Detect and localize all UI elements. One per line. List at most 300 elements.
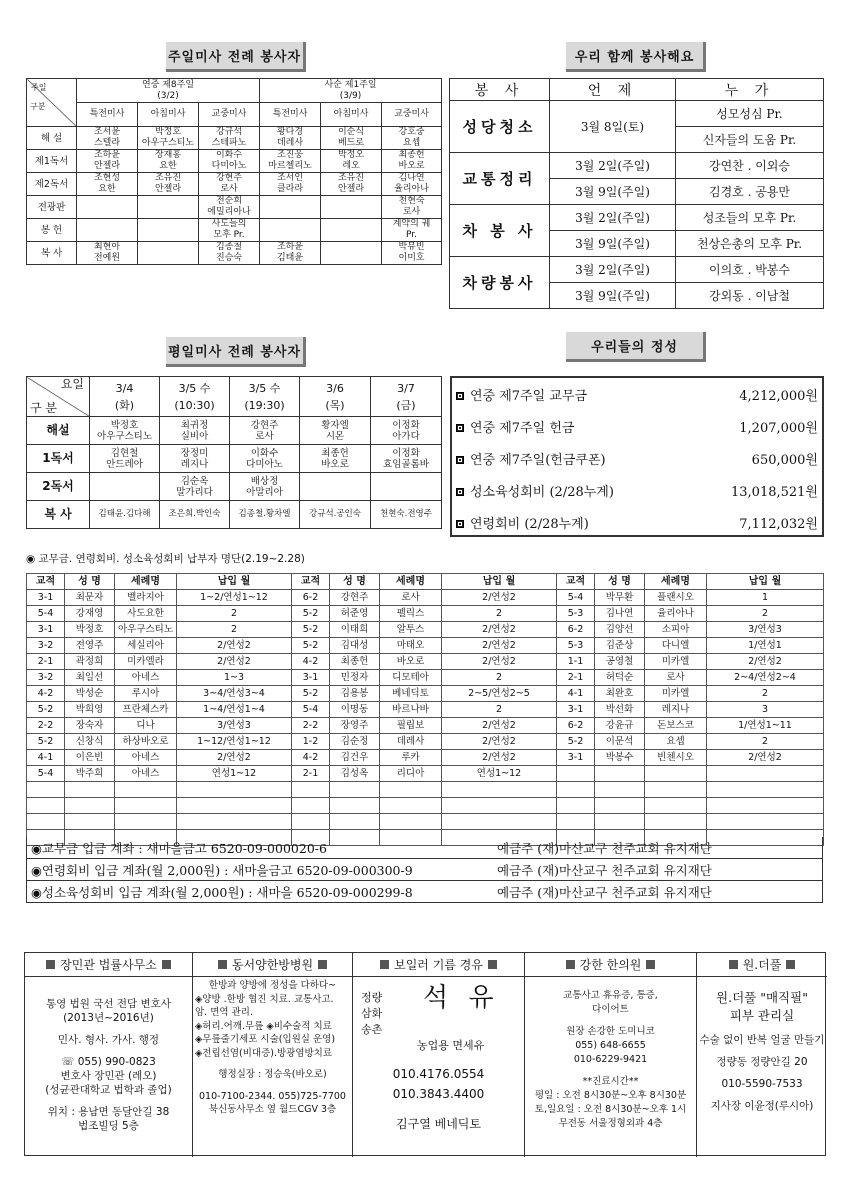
ad-line bbox=[27, 1097, 190, 1105]
payers-cell: 1 bbox=[707, 590, 824, 606]
payers-cell: 2/연성2 bbox=[442, 590, 557, 606]
ad-line: 010.3843.4400 bbox=[392, 1087, 485, 1101]
payers-cell: 4-2 bbox=[27, 686, 65, 702]
payers-cell: 리디아 bbox=[380, 766, 442, 782]
table-row bbox=[27, 686, 824, 702]
payers-cell: 5-2 bbox=[292, 638, 330, 654]
sunday-cell bbox=[77, 196, 138, 219]
ad-line: 010.4176.0554 bbox=[392, 1067, 485, 1081]
ad-line: 토,일요일 : 오전 8시30분~오후 1시 bbox=[534, 1104, 687, 1115]
weekday-day: (목) bbox=[325, 398, 345, 412]
payers-cell: 박봉수 bbox=[595, 750, 645, 766]
payers-cell bbox=[442, 798, 557, 814]
sunday-cell: 조하윤 김태윤 bbox=[260, 242, 321, 265]
payers-cell: 2-1 bbox=[557, 670, 595, 686]
payers-cell: 1-2 bbox=[292, 734, 330, 750]
weekday-cell: 김현철 안드레아 bbox=[90, 445, 160, 473]
payers-cell: 1/연성1~11 bbox=[707, 718, 824, 734]
payers-cell: 2 bbox=[707, 686, 824, 702]
weekday-day-header bbox=[230, 377, 300, 417]
ad-line: 송촌 bbox=[361, 1023, 383, 1036]
ad-line: 평일 : 오전 8시30분~오후 8시30분 bbox=[534, 1090, 687, 1101]
payers-header: 납입 월 bbox=[707, 574, 824, 590]
payers-cell bbox=[27, 814, 65, 830]
payers-cell bbox=[115, 798, 177, 814]
sunday-cell bbox=[138, 219, 199, 242]
together-service-name: 성당청소 bbox=[450, 101, 550, 153]
account-line bbox=[26, 859, 823, 881]
offering-item bbox=[452, 410, 822, 442]
sunday-cell: 최현아 전예원 bbox=[77, 242, 138, 265]
sunday-corner bbox=[27, 79, 77, 127]
ad-box bbox=[697, 953, 827, 1157]
table-row bbox=[27, 734, 824, 750]
sunday-cell: 조서윤 스텔라 bbox=[77, 127, 138, 150]
ad-line bbox=[195, 1082, 350, 1090]
account-line bbox=[26, 837, 823, 859]
sunday-mass-header: 교중미사 bbox=[199, 103, 260, 127]
sunday-cell: 이화수 다미아노 bbox=[199, 150, 260, 173]
square-icon bbox=[218, 960, 227, 969]
ad-line: ◈전립선염(비대증).방광염방치료 bbox=[195, 1047, 333, 1059]
sunday-cell: 사도들의 모후 Pr. bbox=[199, 219, 260, 242]
payers-cell: 2/연성2 bbox=[442, 718, 557, 734]
payers-cell: 베네딕토 bbox=[380, 686, 442, 702]
payers-header: 세례명 bbox=[115, 574, 177, 590]
sunday-group-1: 연중 제8주일 (3/2) bbox=[77, 79, 260, 103]
payers-cell: 2 bbox=[177, 622, 292, 638]
ad-title-bar bbox=[525, 953, 696, 977]
payers-cell: 박선화 bbox=[595, 702, 645, 718]
payers-cell: 김대성 bbox=[330, 638, 380, 654]
payers-cell: 데레사 bbox=[380, 734, 442, 750]
ad-title: 강한 한의원 bbox=[579, 958, 642, 972]
ad-line: 위치 : 용남면 동달안길 38 bbox=[47, 1106, 170, 1118]
payers-cell: 3-1 bbox=[557, 702, 595, 718]
payers-cell: 장숙자 bbox=[65, 718, 115, 734]
ad-title: 원.더풀 bbox=[742, 958, 782, 972]
sunday-mass-row bbox=[27, 103, 442, 127]
payers-cell: 세실리아 bbox=[115, 638, 177, 654]
payers-cell bbox=[65, 814, 115, 830]
ad-line: ◈허리.어깨.무릎 ◈비수술적 치료 bbox=[195, 1020, 332, 1032]
weekday-cell: 배상정 아말리아 bbox=[230, 473, 300, 501]
payers-cell: 6-2 bbox=[292, 590, 330, 606]
payers-cell: 4-2 bbox=[292, 750, 330, 766]
payers-cell: 박희영 bbox=[65, 702, 115, 718]
payers-cell: 마태오 bbox=[380, 638, 442, 654]
sunday-row bbox=[27, 242, 442, 265]
ad-title: 장민관 법률사무소 bbox=[60, 958, 157, 972]
sunday-cell bbox=[321, 242, 382, 265]
payers-cell: 5-2 bbox=[292, 622, 330, 638]
sunday-title: 주일미사 전례 봉사자 bbox=[166, 42, 306, 72]
payers-cell: 레지나 bbox=[645, 702, 707, 718]
together-when: 3월 2일(주일) bbox=[550, 153, 676, 179]
weekday-cell: 김종철.황차엘 bbox=[230, 501, 300, 529]
payers-cell: 강현주 bbox=[330, 590, 380, 606]
ad-line: 지사장 이윤정(루시아) bbox=[710, 1100, 814, 1112]
payers-cell: 6-2 bbox=[557, 622, 595, 638]
sunday-row bbox=[27, 196, 442, 219]
sunday-mass-header: 특전미사 bbox=[77, 103, 138, 127]
ad-line: 피부 관리실 bbox=[729, 1008, 795, 1023]
together-when: 3월 9일(주일) bbox=[550, 283, 676, 309]
ads-bar bbox=[24, 952, 826, 1156]
payers-cell: 5-2 bbox=[557, 734, 595, 750]
payers-header: 교적 bbox=[557, 574, 595, 590]
ad-line: 석 유 bbox=[423, 983, 500, 1013]
payers-cell bbox=[707, 798, 824, 814]
square-icon bbox=[566, 960, 575, 969]
ad-line: 010-5590-7533 bbox=[721, 1078, 803, 1090]
ad-body bbox=[25, 977, 192, 1135]
payers-cell: 이은빈 bbox=[65, 750, 115, 766]
table-row bbox=[27, 606, 824, 622]
together-row bbox=[450, 257, 824, 283]
sunday-cell: 전순희 에밀리아나 bbox=[199, 196, 260, 219]
together-who: 김경호 . 공용만 bbox=[676, 179, 824, 205]
sunday-mass-header: 교중미사 bbox=[382, 103, 442, 127]
weekday-cell: 최종헌 바오로 bbox=[300, 445, 371, 473]
payers-cell bbox=[557, 798, 595, 814]
payers-cell: 2 bbox=[442, 606, 557, 622]
bullet-square-icon bbox=[456, 392, 464, 400]
sunday-cell bbox=[321, 196, 382, 219]
payers-header-row bbox=[27, 574, 824, 590]
ad-line bbox=[527, 1017, 694, 1025]
account-number: ◉성소육성회비 입금 계좌(월 2,000원) : 새마을 6520-09-000299-8 bbox=[31, 884, 413, 900]
payers-cell: 2-2 bbox=[27, 718, 65, 734]
sunday-mass-header: 특전미사 bbox=[260, 103, 321, 127]
sunday-cell: 박정호 아우구스티노 bbox=[138, 127, 199, 150]
payers-cell: 다니엘 bbox=[645, 638, 707, 654]
payers-cell: 아우구스티노 bbox=[115, 622, 177, 638]
payers-cell: 필립보 bbox=[380, 718, 442, 734]
payers-cell bbox=[177, 782, 292, 798]
payers-cell bbox=[115, 782, 177, 798]
together-title: 우리 함께 봉사해요 bbox=[566, 42, 706, 72]
ad-line: 정량동 정량안길 20 bbox=[716, 1056, 808, 1068]
payers-note: ◉ 교무금. 연령회비. 성소육성회비 납부자 명단(2.19~2.28) bbox=[26, 553, 305, 565]
sunday-cell: 김나연 율리아나 bbox=[382, 173, 442, 196]
ad-line bbox=[27, 1025, 190, 1033]
payers-cell: 알투스 bbox=[380, 622, 442, 638]
payers-cell: 2 bbox=[442, 702, 557, 718]
payers-cell: 바오로 bbox=[380, 654, 442, 670]
weekday-cell: 이정화 효임골롬바 bbox=[371, 445, 442, 473]
square-icon bbox=[380, 960, 389, 969]
payers-cell bbox=[380, 814, 442, 830]
sunday-cell bbox=[138, 242, 199, 265]
payers-cell: 박정호 bbox=[65, 622, 115, 638]
ad-line: 한방과 양방에 정성을 다하다~ bbox=[208, 980, 337, 991]
payers-cell: 4-1 bbox=[27, 750, 65, 766]
payers-cell: 3-2 bbox=[27, 638, 65, 654]
payers-cell: 플랜시오 bbox=[645, 590, 707, 606]
weekday-row-label: 해설 bbox=[27, 417, 90, 445]
account-holder: 예금주 (재)마산교구 천주교회 유지재단 bbox=[497, 862, 712, 878]
offering-box bbox=[450, 376, 824, 537]
payers-cell bbox=[645, 782, 707, 798]
payers-cell bbox=[177, 814, 292, 830]
payers-cell bbox=[595, 782, 645, 798]
table-row bbox=[27, 702, 824, 718]
payers-cell: 김나연 bbox=[595, 606, 645, 622]
sunday-mass-header: 아침미사 bbox=[321, 103, 382, 127]
sunday-row bbox=[27, 219, 442, 242]
payers-cell bbox=[65, 798, 115, 814]
payers-cell: 2/연성2 bbox=[177, 638, 292, 654]
payers-cell: 디모테아 bbox=[380, 670, 442, 686]
ad-line: 변호사 장민관 (레오) bbox=[60, 1070, 157, 1082]
sunday-cell: 조진웅 마르첼리노 bbox=[260, 150, 321, 173]
ad-body bbox=[193, 977, 352, 1119]
payers-cell: 1~12/연성1~12 bbox=[177, 734, 292, 750]
payers-cell: 김순정 bbox=[330, 734, 380, 750]
payers-header: 성 명 bbox=[595, 574, 645, 590]
payers-cell: 1/연성1 bbox=[707, 638, 824, 654]
sunday-cell: 강호중 요셉 bbox=[382, 127, 442, 150]
payers-cell: 2-1 bbox=[27, 654, 65, 670]
sunday-group-2: 사순 제1주일 (3/9) bbox=[260, 79, 442, 103]
payers-cell: 3-1 bbox=[27, 590, 65, 606]
together-when: 3월 2일(주일) bbox=[550, 205, 676, 231]
weekday-date: 3/5 수 bbox=[178, 381, 211, 395]
together-when: 3월 2일(주일) bbox=[550, 257, 676, 283]
together-who: 성모성심 Pr. bbox=[676, 101, 824, 127]
payers-cell: 허덕순 bbox=[595, 670, 645, 686]
weekday-row bbox=[27, 501, 442, 529]
offering-item bbox=[452, 378, 822, 410]
payers-cell: 프란체스카 bbox=[115, 702, 177, 718]
ad-line: 법조빌딩 5층 bbox=[78, 1120, 139, 1132]
payers-cell: 3-1 bbox=[557, 750, 595, 766]
payers-cell bbox=[707, 782, 824, 798]
ad-line: 통영 법원 국선 전담 변호사 bbox=[46, 998, 171, 1010]
weekday-day: (10:30) bbox=[174, 398, 215, 412]
ad-title: 보일러 기름 경유 bbox=[394, 958, 483, 972]
payers-cell bbox=[330, 798, 380, 814]
payers-cell: 최종헌 bbox=[330, 654, 380, 670]
weekday-cell: 천현숙.전영주 bbox=[371, 501, 442, 529]
payers-cell: 2 bbox=[707, 606, 824, 622]
payers-header: 세례명 bbox=[380, 574, 442, 590]
offering-label: 연령회비 (2/28누계) bbox=[470, 516, 589, 532]
payers-cell: 2 bbox=[442, 670, 557, 686]
payers-cell: 로사 bbox=[645, 670, 707, 686]
payers-cell: 디나 bbox=[115, 718, 177, 734]
payers-cell: 3~4/연성3~4 bbox=[177, 686, 292, 702]
weekday-row-label: 2독서 bbox=[27, 473, 90, 501]
payers-cell: 사도요한 bbox=[115, 606, 177, 622]
ad-line bbox=[699, 1047, 825, 1055]
payers-cell: 1~2/연성1~12 bbox=[177, 590, 292, 606]
table-row bbox=[27, 814, 824, 830]
weekday-cell: 장정미 레지나 bbox=[160, 445, 230, 473]
corner-top-label: 요일 bbox=[60, 377, 84, 391]
payers-cell: 2/연성2 bbox=[442, 622, 557, 638]
payers-cell: 3 bbox=[707, 702, 824, 718]
together-row bbox=[450, 101, 824, 127]
offering-amount: 650,000원 bbox=[751, 452, 818, 468]
ad-line: 055) 648-6655 bbox=[575, 1040, 646, 1051]
sunday-cell bbox=[260, 219, 321, 242]
payers-cell: 신창식 bbox=[65, 734, 115, 750]
payers-cell bbox=[292, 814, 330, 830]
together-header: 봉 사 bbox=[450, 79, 550, 101]
payers-cell bbox=[557, 782, 595, 798]
payers-header: 성 명 bbox=[330, 574, 380, 590]
offering-item bbox=[452, 474, 822, 506]
payers-cell bbox=[292, 798, 330, 814]
sunday-cell bbox=[260, 196, 321, 219]
payers-cell: 3-1 bbox=[27, 622, 65, 638]
corner-bottom-label: 구 분 bbox=[30, 401, 57, 415]
ad-title-bar bbox=[193, 953, 352, 977]
account-holder: 예금주 (재)마산교구 천주교회 유지재단 bbox=[497, 884, 712, 900]
payers-cell: 2/연성2 bbox=[707, 654, 824, 670]
weekday-cell: 황자엘 시몬 bbox=[300, 417, 371, 445]
account-number: ◉연령회비 입금 계좌(월 2,000원) : 새마을금고 6520-09-000300-9 bbox=[31, 862, 413, 878]
payers-cell bbox=[27, 798, 65, 814]
payers-cell: 이문석 bbox=[595, 734, 645, 750]
weekday-corner bbox=[27, 377, 90, 417]
corner-top-label: 주일 bbox=[31, 83, 47, 92]
payers-cell: 1~3 bbox=[177, 670, 292, 686]
ad-title: 동서양한방병원 bbox=[231, 958, 314, 972]
ad-line: ☏ 055) 990-0823 bbox=[61, 1056, 156, 1068]
payers-cell: 5-4 bbox=[292, 702, 330, 718]
payers-cell: 아네스 bbox=[115, 670, 177, 686]
account-line bbox=[26, 881, 823, 903]
ad-line bbox=[699, 1091, 825, 1099]
sunday-cell: 최종헌 바오로 bbox=[382, 150, 442, 173]
offering-label: 연중 제7주일(헌금쿠폰) bbox=[470, 452, 606, 468]
bullet-square-icon bbox=[456, 456, 464, 464]
ad-box bbox=[25, 953, 193, 1157]
payers-cell: 3/연성3 bbox=[707, 622, 824, 638]
payers-header: 세례명 bbox=[645, 574, 707, 590]
offering-title: 우리들의 정성 bbox=[566, 332, 706, 362]
corner-bottom-label: 구분 bbox=[30, 102, 46, 111]
payers-cell: 2 bbox=[707, 734, 824, 750]
sunday-row-label: 전광판 bbox=[27, 196, 77, 219]
payers-cell: 2/연성2 bbox=[442, 750, 557, 766]
table-row bbox=[27, 782, 824, 798]
weekday-title: 평일미사 전례 봉사자 bbox=[166, 337, 306, 367]
ad-line: 정량 bbox=[361, 991, 383, 1004]
sunday-row bbox=[27, 127, 442, 150]
ad-line: 농업용 면세유 bbox=[417, 1039, 485, 1052]
offering-label: 연중 제7주일 교무금 bbox=[470, 388, 587, 404]
ad-title-bar bbox=[25, 953, 192, 977]
together-service-name: 교통정리 bbox=[450, 153, 550, 205]
payers-cell bbox=[65, 782, 115, 798]
payers-cell: 아네스 bbox=[115, 750, 177, 766]
ad-line: (2013년~2016년) bbox=[63, 1012, 154, 1024]
payers-cell: 5-2 bbox=[27, 702, 65, 718]
payers-cell bbox=[645, 798, 707, 814]
weekday-cell: 조은희.박인숙 bbox=[160, 501, 230, 529]
sunday-cell bbox=[321, 219, 382, 242]
ad-line: 삼화 bbox=[361, 1007, 383, 1020]
payers-header: 납입 월 bbox=[177, 574, 292, 590]
square-icon bbox=[488, 960, 497, 969]
together-who: 강연찬 . 이외승 bbox=[676, 153, 824, 179]
payers-cell bbox=[177, 798, 292, 814]
payers-cell: 강재영 bbox=[65, 606, 115, 622]
payers-cell: 미카엘라 bbox=[115, 654, 177, 670]
payers-cell: 미카엘 bbox=[645, 686, 707, 702]
payers-cell: 연성1~12 bbox=[177, 766, 292, 782]
square-icon bbox=[786, 960, 795, 969]
payers-cell: 박주희 bbox=[65, 766, 115, 782]
weekday-row-label: 복 사 bbox=[27, 501, 90, 529]
payers-cell: 2~5/연성2~5 bbox=[442, 686, 557, 702]
weekday-cell bbox=[300, 473, 371, 501]
together-who: 성조들의 모후 Pr. bbox=[676, 205, 824, 231]
offering-item bbox=[452, 506, 822, 538]
sunday-cell: 조서인 클라라 bbox=[260, 173, 321, 196]
payers-cell: 연성1~12 bbox=[442, 766, 557, 782]
payers-header: 납입 월 bbox=[442, 574, 557, 590]
weekday-date: 3/6 bbox=[326, 381, 344, 395]
payers-cell: 공영철 bbox=[595, 654, 645, 670]
payers-header: 교적 bbox=[27, 574, 65, 590]
payers-cell: 2/연성2 bbox=[177, 750, 292, 766]
ad-line: 원장 손강한 도미니코 bbox=[566, 1026, 655, 1037]
payers-cell: 곽정희 bbox=[65, 654, 115, 670]
weekday-day-header bbox=[371, 377, 442, 417]
ad-line: ◈양방 .한방 협진 치료. 교통사고. bbox=[195, 993, 334, 1005]
sunday-cell: 박정오 레오 bbox=[321, 150, 382, 173]
weekday-date: 3/4 bbox=[115, 381, 134, 395]
payers-cell: 박무환 bbox=[595, 590, 645, 606]
sunday-table bbox=[26, 78, 442, 265]
weekday-date: 3/7 bbox=[397, 381, 415, 395]
ad-line: 행정실장 : 정승욱(바오로) bbox=[218, 1069, 327, 1080]
payers-cell: 빈첸시오 bbox=[645, 750, 707, 766]
payers-cell: 5-3 bbox=[557, 606, 595, 622]
ad-body bbox=[353, 977, 524, 1141]
sunday-cell: 황다경 데레사 bbox=[260, 127, 321, 150]
account-holder: 예금주 (재)마산교구 천주교회 유지재단 bbox=[497, 840, 712, 856]
payers-cell: 5-2 bbox=[292, 686, 330, 702]
sunday-cell: 장재홍 요한 bbox=[138, 150, 199, 173]
together-header: 언 제 bbox=[550, 79, 676, 101]
payers-cell bbox=[595, 814, 645, 830]
payers-cell: 2-2 bbox=[292, 718, 330, 734]
sunday-row-label: 제2독서 bbox=[27, 173, 77, 196]
payers-cell: 2/연성2 bbox=[442, 654, 557, 670]
ad-box bbox=[353, 953, 525, 1157]
sunday-cell bbox=[77, 219, 138, 242]
payers-cell: 요셉 bbox=[645, 734, 707, 750]
ad-line: 민사. 형사. 가사. 행정 bbox=[57, 1034, 160, 1046]
payers-header: 성 명 bbox=[65, 574, 115, 590]
sunday-mass-header: 아침미사 bbox=[138, 103, 199, 127]
payers-cell: 2 bbox=[177, 606, 292, 622]
table-row bbox=[27, 622, 824, 638]
payers-cell: 장영주 bbox=[330, 718, 380, 734]
payers-cell bbox=[442, 782, 557, 798]
payers-cell bbox=[707, 766, 824, 782]
payers-cell bbox=[292, 782, 330, 798]
sunday-cell: 조유진 안젤라 bbox=[321, 173, 382, 196]
payers-cell: 미카엘 bbox=[645, 654, 707, 670]
ad-line: 김구열 베네딕토 bbox=[396, 1117, 481, 1131]
